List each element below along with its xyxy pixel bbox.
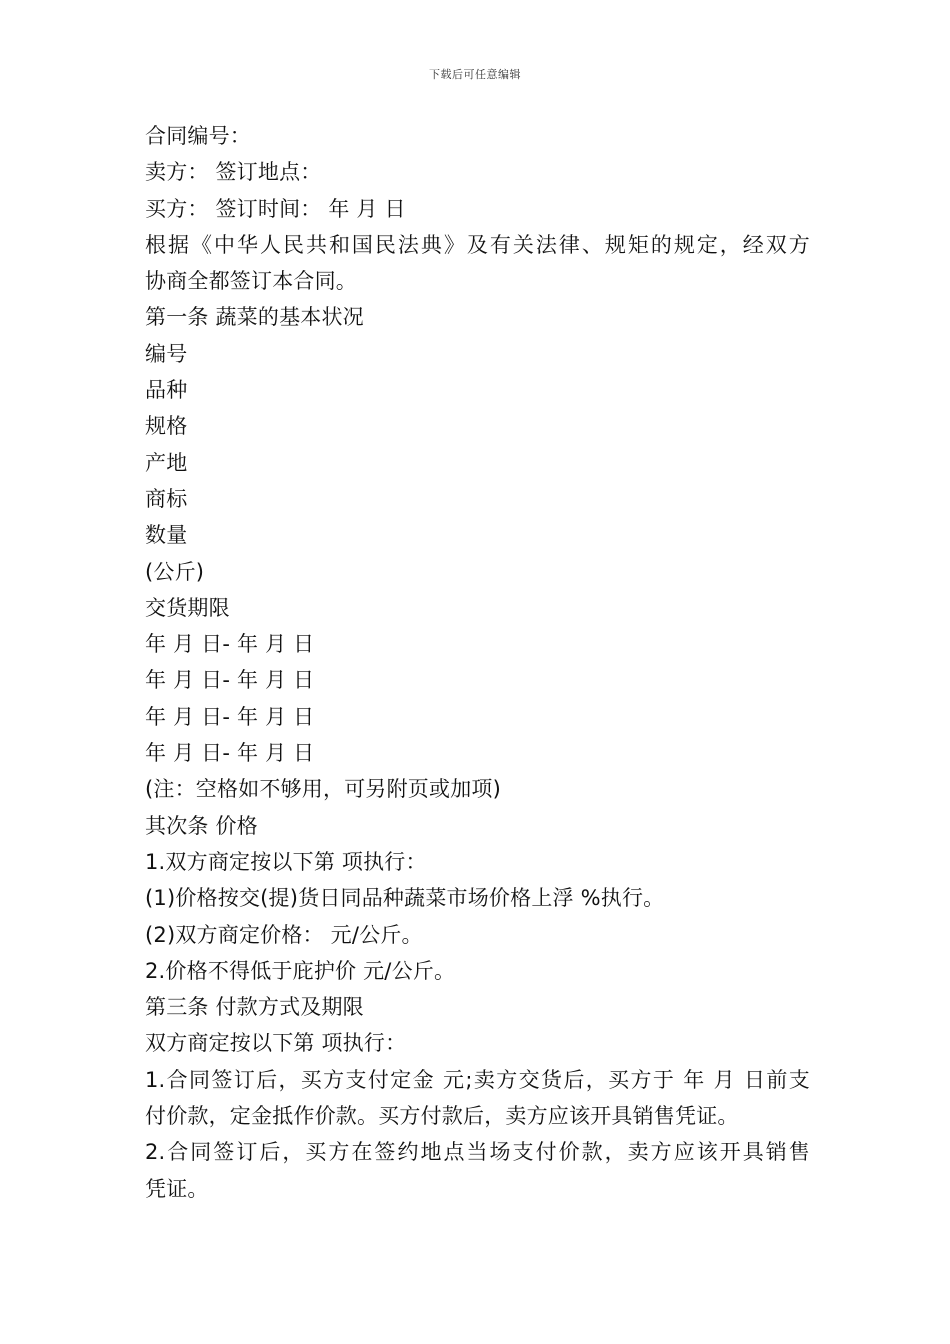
buyer-line: 买方： 签订时间： 年 月 日: [145, 196, 406, 221]
field-label-delivery-period: 交货期限: [145, 595, 230, 620]
payment-option-1-line-1: 1.合同签订后，买方支付定金 元;卖方交货后，买方于 年 月 日前支: [145, 1067, 810, 1092]
preamble-line-2: 协商全都签订本合同。: [145, 269, 357, 294]
price-option-1: (1)价格按交(提)货日同品种蔬菜市场价格上浮 %执行。: [145, 886, 665, 911]
date-range-line: 年 月 日- 年 月 日: [145, 668, 315, 693]
contract-body: [145, 118, 810, 1207]
field-label-quantity: 数量: [145, 523, 188, 548]
price-clause-2: 2.价格不得低于庇护价 元/公斤。: [145, 958, 456, 983]
field-label-number: 编号: [145, 341, 188, 366]
price-clause-1: 1.双方商定按以下第 项执行：: [145, 849, 427, 874]
field-label-variety: 品种: [145, 378, 188, 403]
field-label-origin: 产地: [145, 450, 188, 475]
contract-number-line: 合同编号：: [145, 124, 251, 148]
header-note: 下载后可任意编辑: [429, 68, 521, 81]
seller-line: 卖方： 签订地点：: [145, 160, 322, 185]
article-1-heading: 第一条 蔬菜的基本状况: [145, 305, 364, 330]
date-range-line: 年 月 日- 年 月 日: [145, 704, 315, 729]
payment-intro: 双方商定按以下第 项执行：: [145, 1031, 407, 1056]
payment-option-2-line-2: 凭证。: [145, 1176, 209, 1201]
price-option-2: (2)双方商定价格： 元/公斤。: [145, 922, 423, 947]
payment-option-2-line-1: 2.合同签订后，买方在签约地点当场支付价款，卖方应该开具销售: [145, 1140, 810, 1165]
article-2-heading: 其次条 价格: [145, 813, 258, 838]
date-range-line: 年 月 日- 年 月 日: [145, 632, 315, 657]
field-label-unit: (公斤): [145, 559, 205, 584]
note-line: (注：空格如不够用，可另附页或加项): [145, 777, 501, 802]
field-label-spec: 规格: [145, 414, 188, 439]
date-range-line: 年 月 日- 年 月 日: [145, 741, 315, 766]
preamble-line-1: 根据《中华人民共和国民法典》及有关法律、规矩的规定，经双方: [145, 232, 810, 257]
payment-option-1-line-2: 付价款，定金抵作价款。买方付款后，卖方应该开具销售凭证。: [145, 1104, 739, 1129]
article-3-heading: 第三条 付款方式及期限: [145, 995, 364, 1020]
field-label-trademark: 商标: [145, 486, 188, 511]
